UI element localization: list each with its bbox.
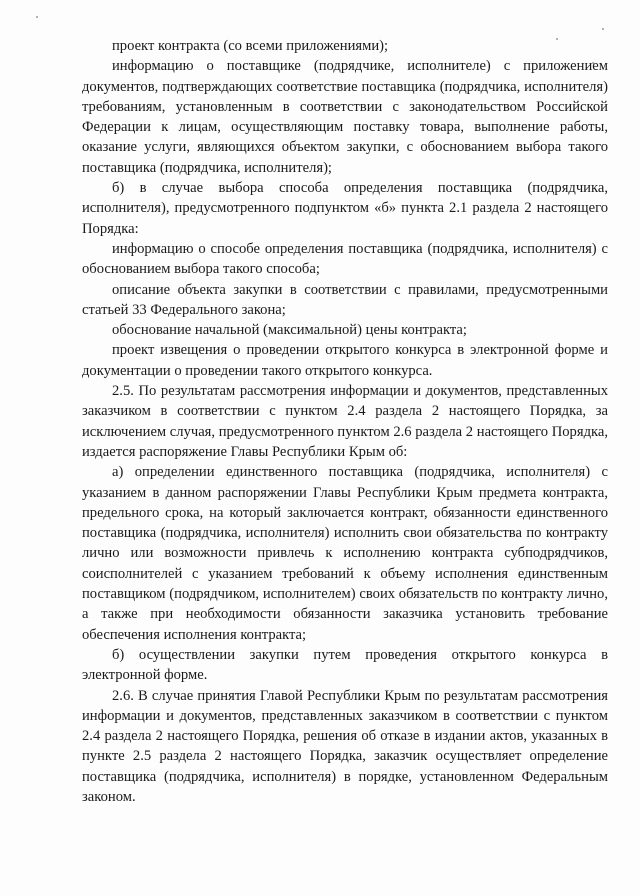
paragraph: б) осуществлении закупки путем проведения открытого конкурса в электронной форме. <box>82 646 608 684</box>
paragraph: описание объекта закупки в соответствии с правилами, предусмотренными статьей 33 Федерального закона; <box>82 281 608 318</box>
document-body <box>82 36 608 807</box>
scan-speck <box>602 28 604 30</box>
paragraph: а) определении единственного поставщика (подрядчика, исполнителя) с указанием в данном распоряжении Главы Республики Крым предмета контракта, предельного срока, на который заключается контракт, обязанности единственного поставщика (подрядчика, исполнителя) исполнить свои обязательства по контракту лично или возможности привлечь к исполнению контракта субподрядчиков, соисполнителей с указанием требований к объему исполнения единственным поставщиком (подрядчиком, исполнителем) своих обязательств по контракту лично, а также при необходимости обязанности заказчика установить требование обеспечения исполнения контракта; <box>82 464 608 643</box>
paragraph: б) в случае выбора способа определения поставщика (подрядчика, исполнителя), предусмотренного подпунктом «б» пункта 2.1 раздела 2 настоящего Порядка: <box>82 180 608 237</box>
paragraph: проект контракта (со всеми приложениями); <box>112 38 389 54</box>
paragraph: 2.5. По результатам рассмотрения информации и документов, представленных заказчиком в соответствии с пунктом 2.4 раздела 2 настоящего Порядка, за исключением случая, предусмотренного пунктом 2.6 раздела 2 настоящего Порядка, издается распоряжение Главы Республики Крым об: <box>82 383 608 460</box>
paragraph: информацию о поставщике (подрядчике, исполнителе) с приложением документов, подтверждающих соответствие поставщика (подрядчика, исполнителя) требованиям, установленным в соответствии с законодательством Российской Федерации к лицам, осуществляющим поставку товара, выполнение работы, оказание услуги, являющихся объектом закупки, с обоснованием выбора такого поставщика (подрядчика, исполнителя); <box>82 58 608 176</box>
paragraph: 2.6. В случае принятия Главой Республики Крым по результатам рассмотрения информации и документов, представленных заказчиком в соответствии с пунктом 2.4 раздела 2 настоящего Порядка, решения об отказе в издании актов, указанных в пункте 2.5 раздела 2 настоящего Порядка, заказчик осуществляет определение поставщика (подрядчика, исполнителя) в порядке, установленном Федеральным законом. <box>82 687 608 805</box>
paragraph: обоснование начальной (максимальной) цены контракта; <box>112 322 467 339</box>
paragraph: проект извещения о проведении открытого конкурса в электронной форме и документации о проведении такого открытого конкурса. <box>82 342 608 379</box>
paragraph: информацию о способе определения поставщика (подрядчика, исполнителя) с обоснованием выбора такого способа; <box>82 240 608 278</box>
scan-speck <box>36 16 38 18</box>
